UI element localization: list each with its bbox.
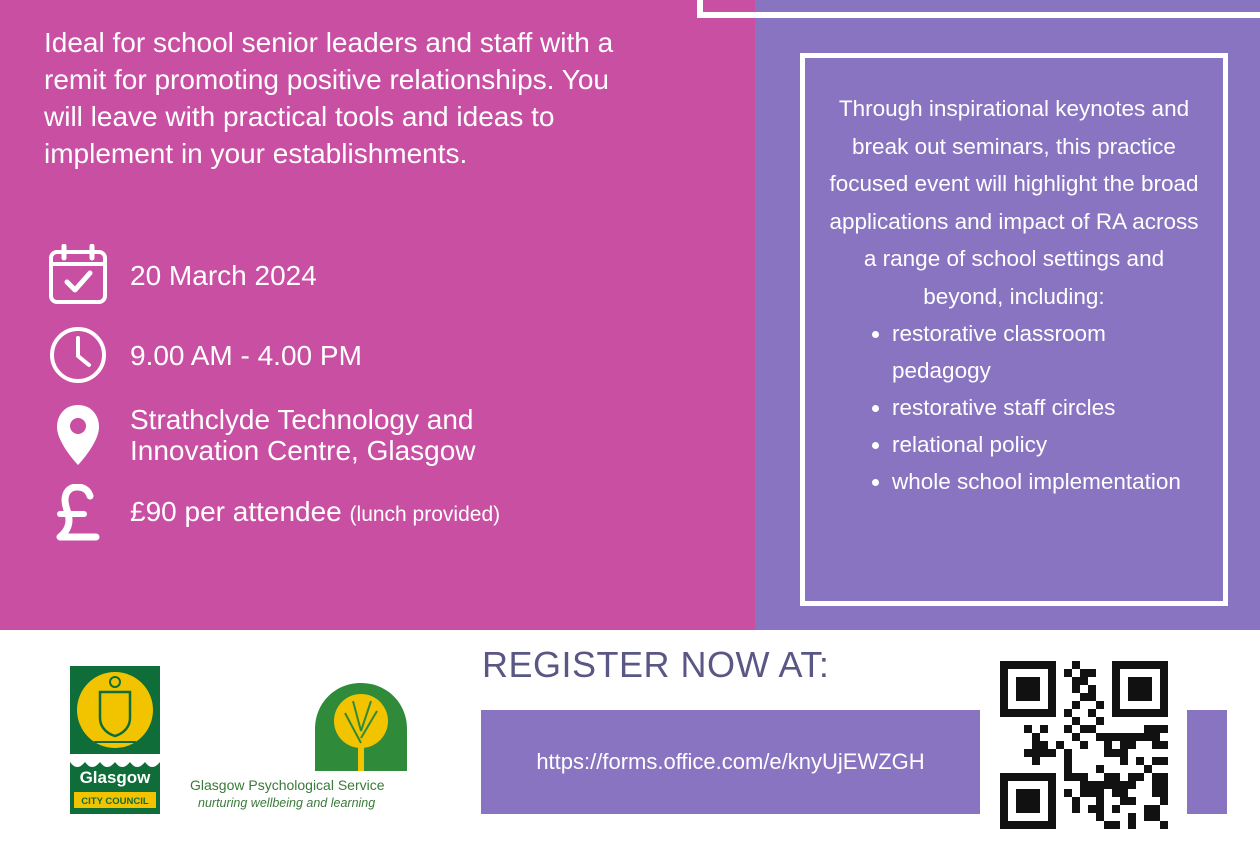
date-row [44,244,317,306]
gcc-name: Glasgow [79,768,151,787]
event-venue [130,404,476,466]
event-date: 20 March 2024 [130,259,317,291]
decorative-bar [1187,710,1227,814]
decorative-frame [697,0,1260,18]
tree-logo-icon [315,683,407,771]
description-list [864,315,1182,500]
gps-tagline: nurturing wellbeing and learning [198,796,376,810]
glasgow-city-council-logo [70,666,160,814]
register-url[interactable]: https://forms.office.com/e/knyUjEWZGH [481,710,980,814]
calendar-icon [44,244,112,306]
list-item: • whole school implementation [892,463,1182,500]
venue-line-1: Strathclyde Technology and [130,404,474,435]
description-paragraph: Through inspirational keynotes and break out seminars, this practice focused event will highlight the broad applications and impact of RA across a range of school settings and beyond, including: [829,96,1199,309]
register-heading: REGISTER NOW AT: [482,644,830,685]
gcc-sub: CITY COUNCIL [81,796,149,807]
gps-name: Glasgow Psychological Service [190,777,385,793]
event-time: 9.00 AM - 4.00 PM [130,339,362,371]
venue-row [44,403,476,467]
intro-text: Ideal for school senior leaders and staff with a remit for promoting positive relationships. You will leave with practical tools and ideas to implement in your establishments. [44,27,614,169]
list-item: • restorative staff circles [892,389,1182,426]
venue-line-2: Innovation Centre, Glasgow [130,435,476,466]
list-item: • restorative classroom pedagogy [892,315,1182,389]
time-row [44,325,362,385]
price-value: £90 per attendee [130,496,342,527]
description-box [800,53,1228,606]
event-price [130,496,500,530]
price-note: (lunch provided) [349,503,501,526]
price-row [44,484,500,542]
pound-icon [44,484,112,542]
qr-code-icon [1000,661,1168,829]
location-pin-icon [44,403,112,467]
clock-icon [44,325,112,385]
list-item: • relational policy [892,426,1182,463]
